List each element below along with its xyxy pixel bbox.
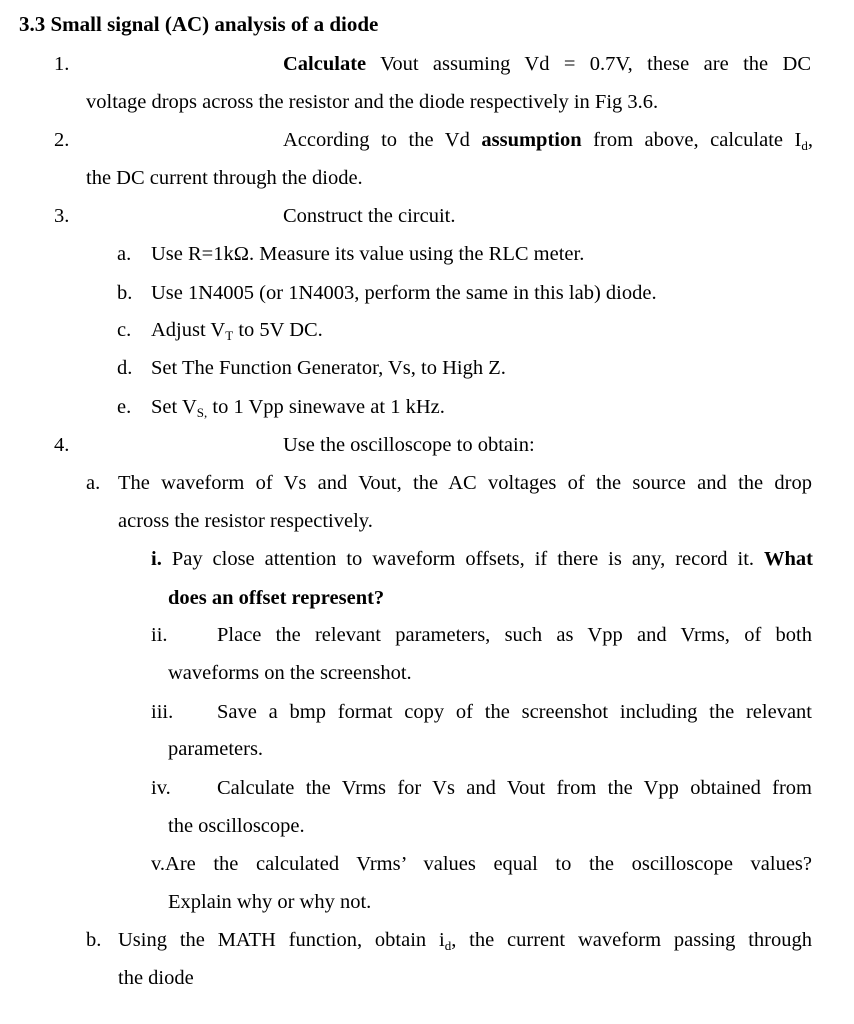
- item-2-text-b: from above, calculate I: [581, 129, 802, 151]
- item-4a-line-2: across the resistor respectively.: [118, 510, 373, 532]
- item-3d-label: d.: [117, 357, 133, 379]
- item-4a-i-text: Pay close attention to waveform offsets, if there is any, record it.: [171, 548, 765, 570]
- item-4a-ii-line-2: waveforms on the screenshot.: [168, 662, 412, 684]
- item-4a-iv-label: iv.: [151, 777, 171, 799]
- item-3c-text-a: Adjust V: [151, 319, 226, 341]
- item-2-assumption: assumption: [481, 129, 582, 151]
- item-2-comma: ,: [807, 129, 813, 151]
- item-4a-ii-line-1: Place the relevant parameters, such as Vpp and Vrms, of both: [217, 624, 812, 646]
- item-3e-sub-s: S,: [196, 405, 208, 420]
- item-2-text-a: According to the Vd: [283, 129, 482, 151]
- item-4a-v-text: Are the calculated Vrms’ values equal to the oscilloscope values?: [165, 853, 812, 875]
- item-1-line-2: voltage drops across the resistor and the diode respectively in Fig 3.6.: [86, 91, 659, 113]
- item-3a-label: a.: [117, 243, 132, 265]
- item-3-line-1: Construct the circuit.: [283, 205, 456, 227]
- item-2-sub-d: d: [801, 138, 808, 153]
- item-3e-text-a: Set V: [151, 396, 197, 418]
- item-4a-line-1: The waveform of Vs and Vout, the AC voltages of the source and the drop: [118, 472, 812, 494]
- item-3e-text-b: to 1 Vpp sinewave at 1 kHz.: [207, 396, 445, 418]
- item-4a-iv-line-1: Calculate the Vrms for Vs and Vout from the Vpp obtained from: [217, 777, 812, 799]
- item-4a-iii-line-2: parameters.: [168, 738, 264, 760]
- item-1-calculate: Calculate: [283, 53, 367, 75]
- item-4a-i-line-1: [151, 547, 813, 571]
- item-3c-sub-t: T: [225, 328, 234, 343]
- item-4b-line-1: [118, 928, 812, 952]
- item-3e-text: [151, 395, 445, 419]
- item-3b-text: Use 1N4005 (or 1N4003, perform the same in this lab) diode.: [151, 282, 657, 304]
- item-number-2: 2.: [54, 129, 70, 151]
- item-4b-text-b: , the current waveform passing through: [451, 929, 812, 951]
- item-number-3: 3.: [54, 205, 70, 227]
- item-number-4: 4.: [54, 434, 70, 456]
- item-4a-iii-label: iii.: [151, 701, 174, 723]
- item-4a-v-label: v.: [151, 853, 166, 875]
- item-number-1: 1.: [54, 53, 70, 75]
- item-4a-i-line-2: does an offset represent?: [168, 587, 385, 609]
- section-heading: 3.3 Small signal (AC) analysis of a diode: [19, 12, 379, 36]
- item-3b-label: b.: [117, 282, 133, 304]
- item-4a-i-label: i.: [151, 548, 162, 570]
- item-4b-label: b.: [86, 929, 102, 951]
- item-3c-label: c.: [117, 319, 132, 341]
- item-4b-line-2: the diode: [118, 967, 194, 989]
- item-2-line-2: the DC current through the diode.: [86, 167, 363, 189]
- item-4a-label: a.: [86, 472, 101, 494]
- item-4b-sub-d: d: [444, 938, 452, 953]
- item-3c-text: [151, 318, 323, 342]
- item-4a-v-line-2: Explain why or why not.: [168, 891, 372, 913]
- item-4b-text-a: Using the MATH function, obtain i: [118, 929, 445, 951]
- item-4a-i-what: What: [764, 548, 814, 570]
- item-2-line-1: [283, 128, 813, 152]
- item-1-line-1: [283, 52, 811, 76]
- item-3c-text-b: to 5V DC.: [233, 319, 323, 341]
- item-3a-text: Use R=1kΩ. Measure its value using the RLC meter.: [151, 243, 585, 265]
- item-3d-text: Set The Function Generator, Vs, to High Z.: [151, 357, 506, 379]
- item-3e-label: e.: [117, 396, 132, 418]
- item-4a-iv-line-2: the oscilloscope.: [168, 815, 305, 837]
- item-4a-ii-label: ii.: [151, 624, 168, 646]
- item-1-line-1-text: Vout assuming Vd = 0.7V, these are the DC: [366, 53, 811, 75]
- item-4-line-1: Use the oscilloscope to obtain:: [283, 434, 535, 456]
- item-4a-iii-line-1: Save a bmp format copy of the screenshot including the relevant: [217, 701, 812, 723]
- item-4a-v-line-1: [151, 852, 812, 876]
